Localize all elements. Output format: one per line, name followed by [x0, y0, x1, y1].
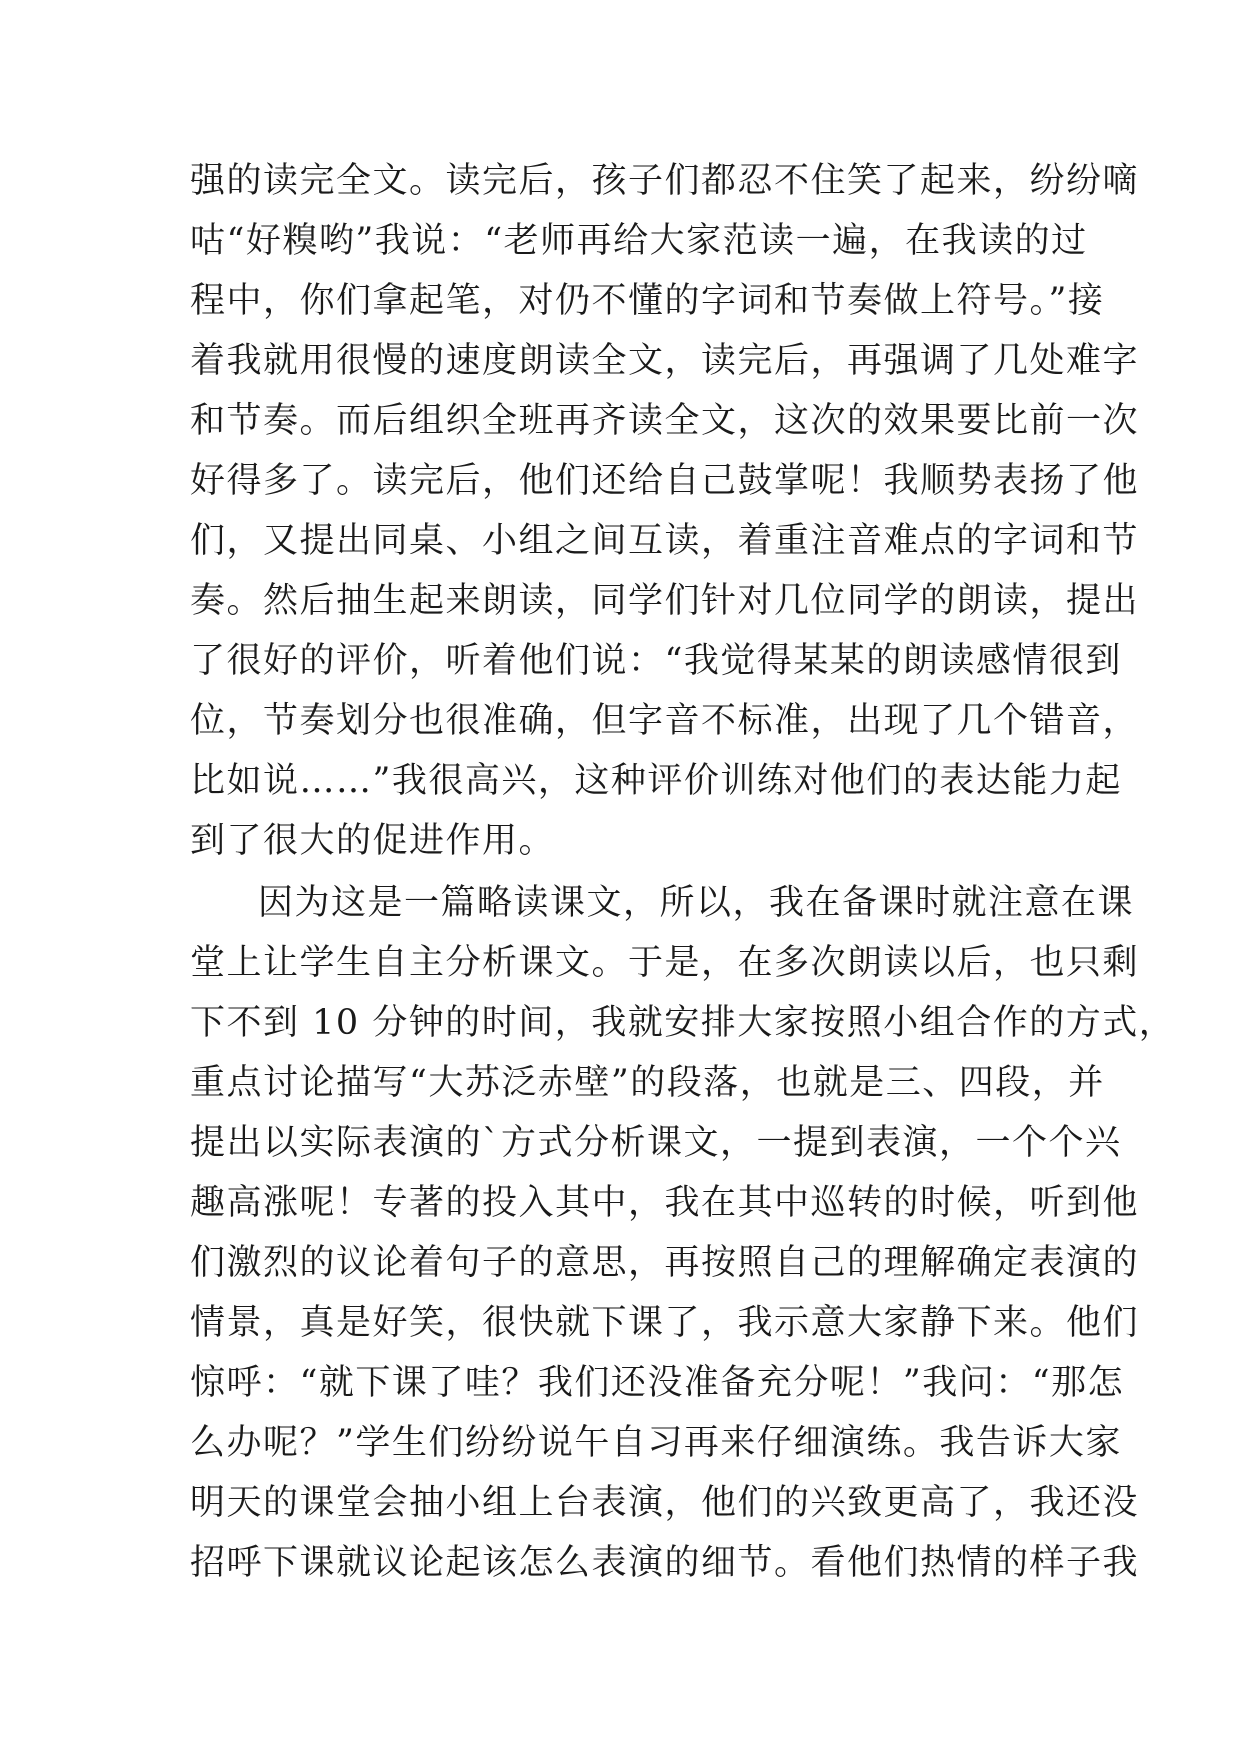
text-line: 们，又提出同桌、小组之间互读，着重注音难点的字词和节: [190, 521, 1140, 561]
text-line: 比如说……”我很高兴，这种评价训练对他们的表达能力起: [190, 761, 1122, 801]
text-line: 情景，真是好笑，很快就下课了，我示意大家静下来。他们: [190, 1303, 1140, 1343]
text-line: 趣高涨呢！专著的投入其中，我在其中巡转的时候，听到他: [190, 1183, 1140, 1223]
paragraph-first-line: 因为这是一篇略读课文，所以，我在备课时就注意在课: [258, 883, 1135, 923]
text-line: 明天的课堂会抽小组上台表演，他们的兴致更高了，我还没: [190, 1483, 1140, 1523]
text-line: 咕“好糗哟”我说：“老师再给大家范读一遍，在我读的过: [190, 221, 1088, 261]
text-line: 招呼下课就议论起该怎么表演的细节。看他们热情的样子我: [190, 1543, 1140, 1583]
text-line: 下不到 10 分钟的时间，我就安排大家按照小组合作的方式，: [190, 1003, 1176, 1043]
text-line: 位，节奏划分也很准确，但字音不标准，出现了几个错音，: [190, 701, 1140, 741]
text-line: 提出以实际表演的`方式分析课文，一提到表演，一个个兴: [190, 1123, 1122, 1163]
text-line: 惊呼：“就下课了哇？我们还没准备充分呢！”我问：“那怎: [190, 1363, 1125, 1403]
text-line: 到了很大的促进作用。: [190, 821, 556, 861]
text-line: 重点讨论描写“大苏泛赤壁”的段落，也就是三、四段，并: [190, 1063, 1105, 1103]
text-line: 了很好的评价，听着他们说：“我觉得某某的朗读感情很到: [190, 641, 1122, 681]
text-line: 好得多了。读完后，他们还给自己鼓掌呢！我顺势表扬了他: [190, 461, 1140, 501]
text-line: 和节奏。而后组织全班再齐读全文，这次的效果要比前一次: [190, 401, 1140, 441]
text-line: 么办呢？”学生们纷纷说午自习再来仔细演练。我告诉大家: [190, 1423, 1122, 1463]
text-line: 奏。然后抽生起来朗读，同学们针对几位同学的朗读，提出: [190, 581, 1140, 621]
text-line: 们激烈的议论着句子的意思，再按照自己的理解确定表演的: [190, 1243, 1140, 1283]
text-line: 强的读完全文。读完后，孩子们都忍不住笑了起来，纷纷嘀: [190, 161, 1140, 201]
text-line: 堂上让学生自主分析课文。于是，在多次朗读以后，也只剩: [190, 943, 1140, 983]
text-line: 程中，你们拿起笔，对仍不懂的字词和节奏做上符号。”接: [190, 281, 1105, 321]
text-line: 着我就用很慢的速度朗读全文，读完后，再强调了几处难字: [190, 341, 1140, 381]
